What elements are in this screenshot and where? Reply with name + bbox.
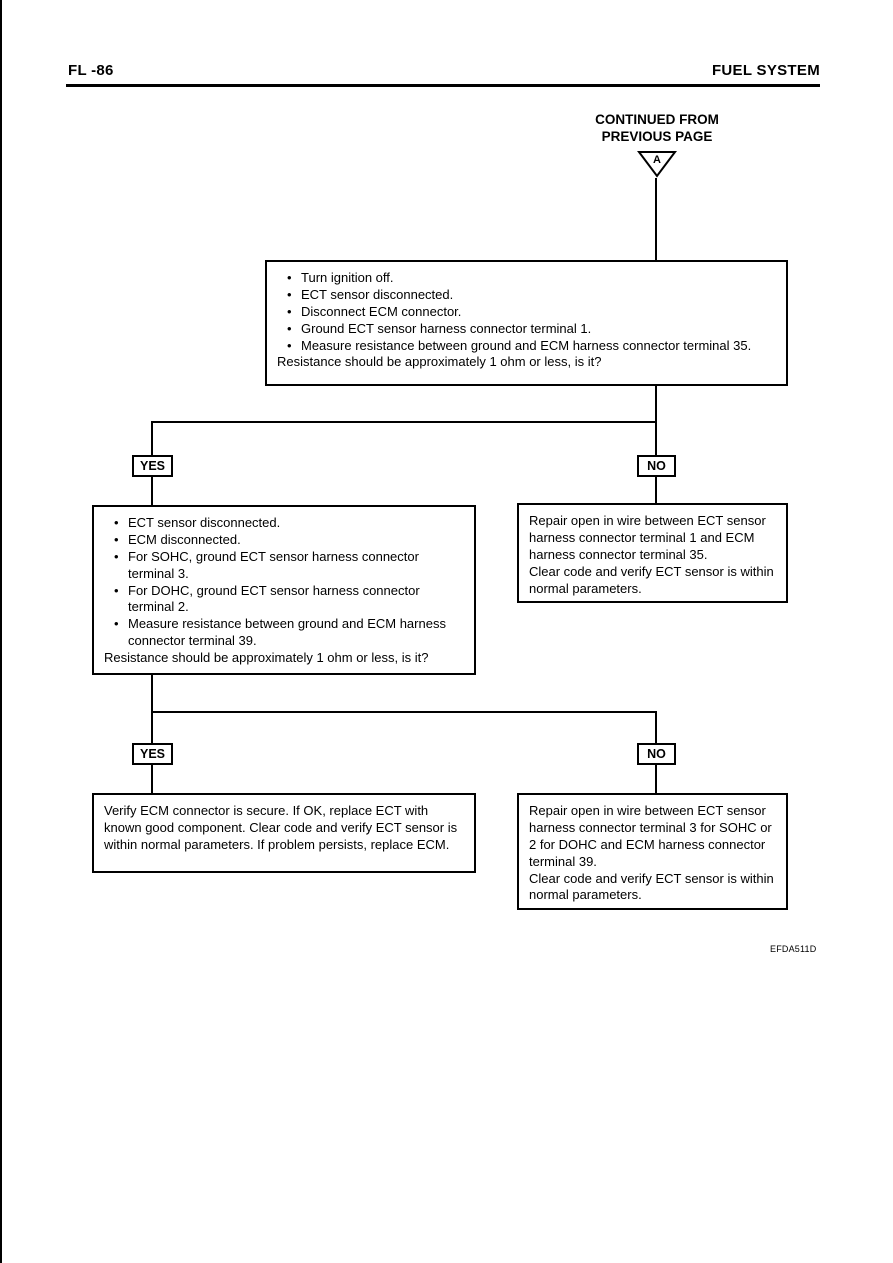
header-rule xyxy=(66,84,820,87)
connector-line-step2-down xyxy=(151,675,153,712)
branch2-no-drop-line xyxy=(655,711,657,744)
connector-line-step1-down xyxy=(655,386,657,422)
page-connector-letter: A xyxy=(653,154,661,166)
branch2-horizontal-line xyxy=(151,711,657,713)
page-number: FL -86 xyxy=(68,62,114,79)
step2-bullet: • Measure resistance between ground and ECM harness connector terminal 39. xyxy=(112,616,464,650)
figure-code: EFDA511D xyxy=(770,944,817,954)
step2-bullet: • For SOHC, ground ECT sensor harness connector terminal 3. xyxy=(112,549,464,583)
yes2-action-box xyxy=(92,793,476,873)
no2-action-box xyxy=(517,793,788,910)
branch1-no-drop-line xyxy=(655,421,657,455)
continued-from-line2: PREVIOUS PAGE xyxy=(601,128,713,144)
step1-bullet: • Measure resistance between ground and ECM harness connector terminal 35. xyxy=(285,338,776,355)
branch1-yes-drop-line xyxy=(151,421,153,455)
page-connector-triangle-icon xyxy=(637,150,677,178)
step1-bullet: • Ground ECT sensor harness connector terminal 1. xyxy=(285,321,776,338)
no1-action-box xyxy=(517,503,788,603)
branch2-yes-drop-line xyxy=(151,711,153,744)
no2-to-action-line xyxy=(655,765,657,793)
step1-bullet: • ECT sensor disconnected. xyxy=(285,287,776,304)
connector-line-a-to-step1 xyxy=(655,178,657,260)
step2-bullet: • ECM disconnected. xyxy=(112,532,464,549)
branch2-yes-label: YES xyxy=(132,743,173,765)
branch2-no-label: NO xyxy=(637,743,676,765)
step1-bullet: • Turn ignition off. xyxy=(285,270,776,287)
yes1-to-step2-line xyxy=(151,477,153,505)
step1-box xyxy=(265,260,788,386)
no2-action-text: Clear code and verify ECT sensor is within normal parameters. xyxy=(529,870,774,903)
no1-action-text: Repair open in wire between ECT sensor harness connector terminal 1 and ECM harness connector terminal 35. xyxy=(529,513,766,562)
step1-bullet: • Disconnect ECM connector. xyxy=(285,304,776,321)
step2-bullet: • ECT sensor disconnected. xyxy=(112,515,464,532)
no1-to-action-line xyxy=(655,477,657,503)
scan-edge-artifact xyxy=(0,0,2,1263)
branch1-yes-label: YES xyxy=(132,455,173,477)
branch1-no-label: NO xyxy=(637,455,676,477)
no2-action-text: Repair open in wire between ECT sensor harness connector terminal 3 for SOHC or 2 for DOHC and ECM harness connector terminal 39. xyxy=(529,803,772,869)
continued-from-label xyxy=(547,112,767,146)
branch1-horizontal-line xyxy=(151,421,657,423)
step1-bullet-list xyxy=(277,270,776,354)
step1-question: Resistance should be approximately 1 ohm or less, is it? xyxy=(277,354,602,370)
yes2-to-action-line xyxy=(151,765,153,793)
step2-bullet: • For DOHC, ground ECT sensor harness connector terminal 2. xyxy=(112,583,464,617)
section-title: FUEL SYSTEM xyxy=(711,62,820,79)
continued-from-line1: CONTINUED FROM xyxy=(595,112,719,127)
no1-action-text: Clear code and verify ECT sensor is within normal parameters. xyxy=(529,563,774,596)
step2-box xyxy=(92,505,476,675)
step2-question: Resistance should be approximately 1 ohm or less, is it? xyxy=(104,650,429,666)
step2-bullet-list xyxy=(104,515,464,650)
yes2-action-text: Verify ECM connector is secure. If OK, replace ECT with known good component. Clear code and verify ECT sensor is within normal parameters. If problem persists, replace ECM. xyxy=(104,803,458,852)
